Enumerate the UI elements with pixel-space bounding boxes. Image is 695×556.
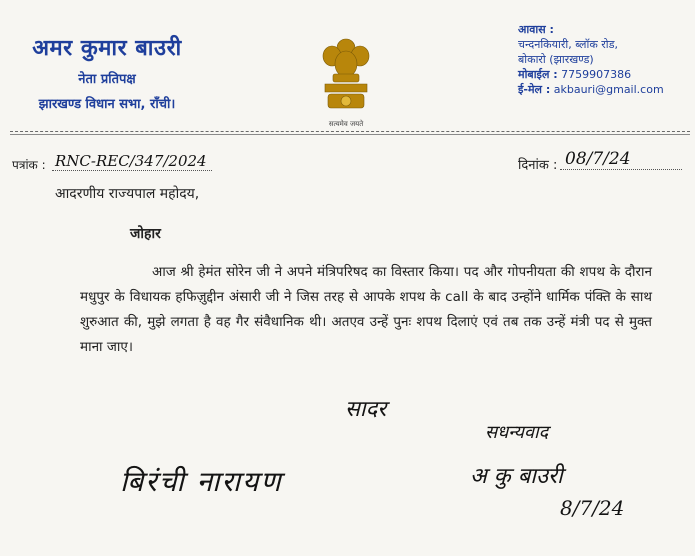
sender-designation: नेता प्रतिपक्ष <box>78 72 136 87</box>
letterhead-contact <box>518 22 690 97</box>
closing: सधन्यवाद <box>485 422 549 443</box>
address-line-1: चन्दनकियारी, ब्लॉक रोड, <box>518 38 618 51</box>
emblem-motto: सत्यमेव जयते <box>328 120 364 128</box>
header-divider-solid <box>10 134 690 135</box>
handwritten-left-note: बिरंची नारायण <box>120 465 283 498</box>
letter-date: 08/7/24 <box>565 149 631 169</box>
mobile-label: मोबाईल : <box>518 68 558 81</box>
date-underline <box>560 169 682 170</box>
email-label: ई-मेल : <box>518 83 551 96</box>
signature: अ कु बाउरी <box>470 464 563 489</box>
handwritten-sd: सादर <box>345 397 387 422</box>
mobile-number: 7759907386 <box>561 68 632 81</box>
letterhead-sender <box>12 32 202 112</box>
sender-place: झारखण्ड विधान सभा, राँची। <box>38 97 176 112</box>
reference-underline <box>52 170 212 171</box>
letter-body: आज श्री हेमंत सोरेन जी ने अपने मंत्रिपरिषद का विस्तार किया। पद और गोपनीयता की शपथ के दौरान मधुपुर के विधायक हफिज़ुद्दीन अंसारी जी ने जिस तरह से आपके शपथ के call के बाद उन्होंने धार्मिक पंक्ति के साथ शुरुआत की, मुझे लगता है वह गैर संवैधानिक थी। अतएव उन्हें पुनः शपथ दिलाएं एवं तब तक उन्हें मंत्री पद से मुक्त माना जाए। <box>80 264 652 355</box>
salutation: आदरणीय राज्यपाल महोदय, <box>55 186 200 202</box>
reference-label: पत्रांक : <box>12 158 46 172</box>
date-label: दिनांक : <box>518 158 558 173</box>
national-emblem-icon <box>315 34 377 130</box>
sender-name: अमर कुमार बाउरी <box>32 36 182 61</box>
email-address: akbauri@gmail.com <box>553 83 664 96</box>
greeting: जोहार <box>130 226 161 242</box>
address-label: आवास : <box>518 23 554 36</box>
signature-date: 8/7/24 <box>560 496 625 520</box>
header-divider <box>10 131 690 132</box>
reference-number: RNC-REC/347/2024 <box>55 152 207 170</box>
address-line-2: बोकारो (झारखण्ड) <box>518 53 594 66</box>
